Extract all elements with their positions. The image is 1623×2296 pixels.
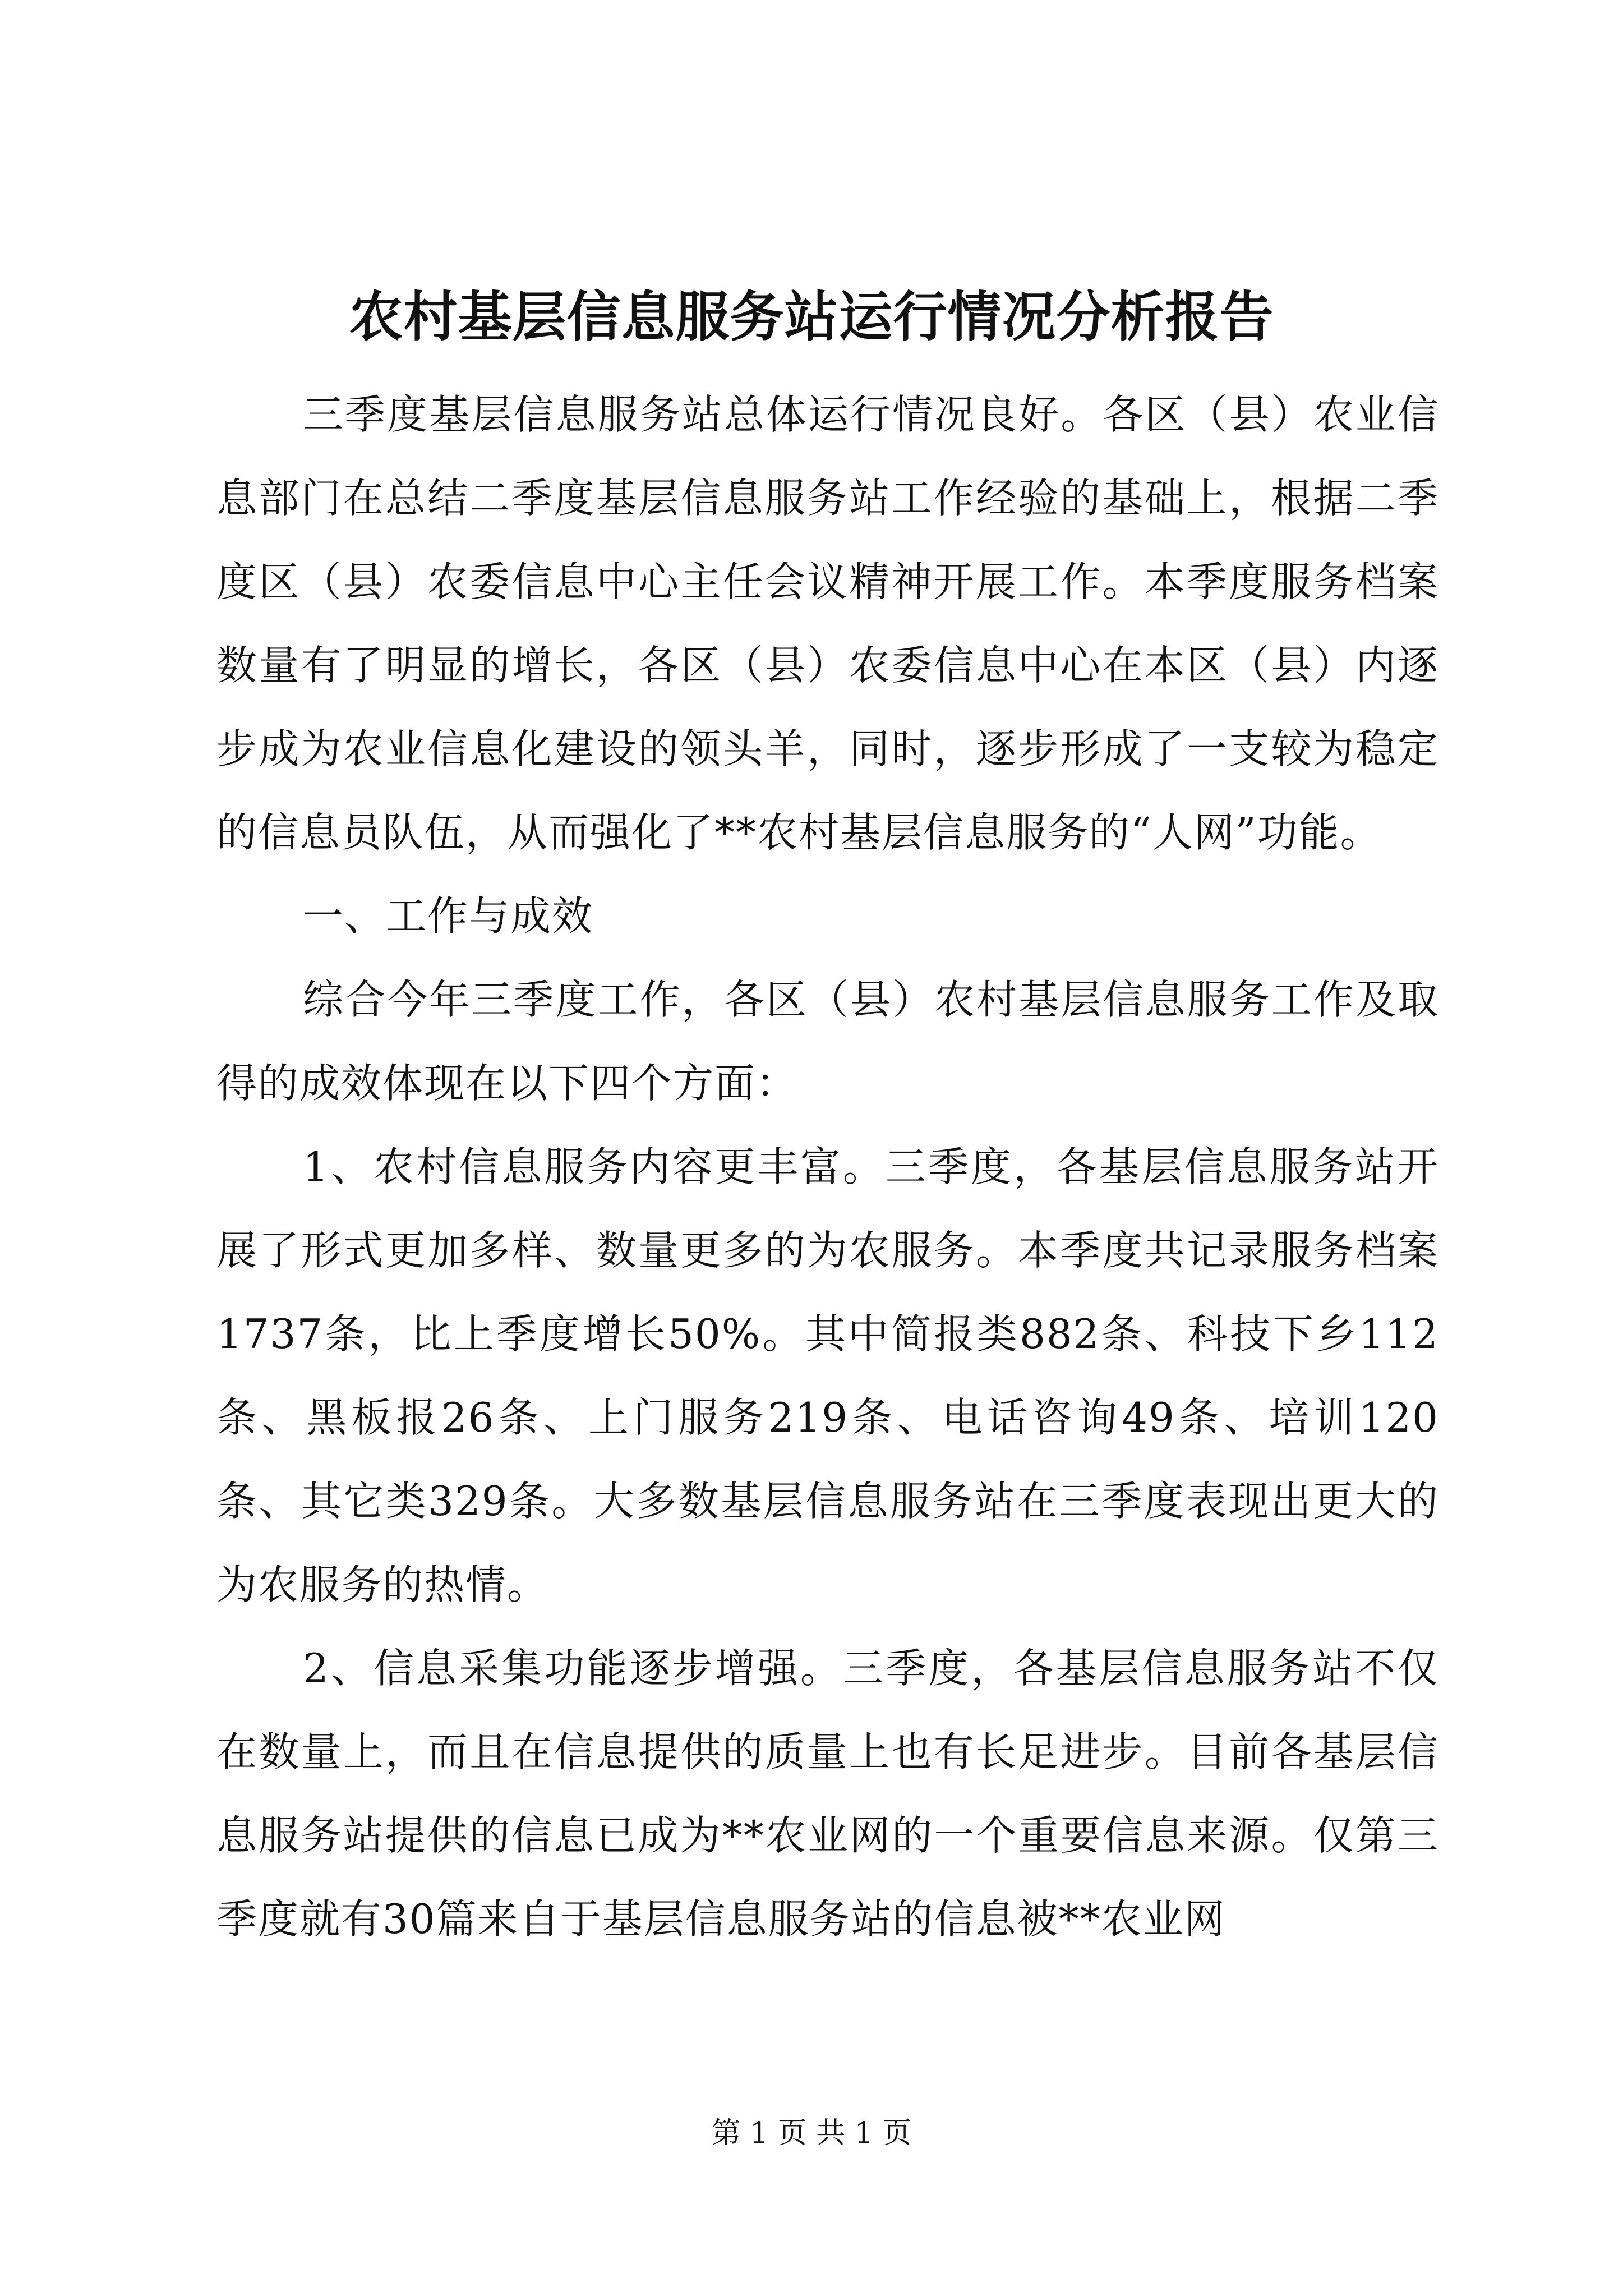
document-title: 农村基层信息服务站运行情况分析报告 — [349, 285, 1274, 348]
paragraph-point-2: 2、信息采集功能逐步增强。三季度，各基层信息服务站不仅在数量上，而且在信息提供的质量上也有长足进步。目前各基层信息服务站提供的信息已成为**农业网的一个重要信息来源。仅第三季度就有30篇来自于基层信息服务站的信息被**农业网 — [216, 1645, 1439, 1943]
document-body — [216, 373, 1439, 1961]
paragraph-intro: 三季度基层信息服务站总体运行情况良好。各区（县）农业信息部门在总结二季度基层信息服务站工作经验的基础上，根据二季度区（县）农委信息中心主任会议精神开展工作。本季度服务档案数量有了明显的增长，各区（县）农委信息中心在本区（县）内逐步成为农业信息化建设的领头羊，同时，逐步形成了一支较为稳定的信息员队伍，从而强化了**农村基层信息服务的“人网”功能。 — [216, 391, 1439, 856]
paragraph-summary: 综合今年三季度工作，各区（县）农村基层信息服务工作及取得的成效体现在以下四个方面： — [216, 976, 1439, 1107]
section-heading-work-results: 一、工作与成效 — [303, 892, 594, 940]
page-number-footer: 第 1 页 共 1 页 — [711, 2116, 912, 2150]
paragraph-point-1: 1、农村信息服务内容更丰富。三季度，各基层信息服务站开展了形式更加多样、数量更多的为农服务。本季度共记录服务档案1737条，比上季度增长50%。其中简报类882条、科技下乡112条、黑板报26条、上门服务219条、电话咨询49条、培训120条、其它类329条。大多数基层信息服务站在三季度表现出更大的为农服务的热情。 — [216, 1143, 1439, 1608]
